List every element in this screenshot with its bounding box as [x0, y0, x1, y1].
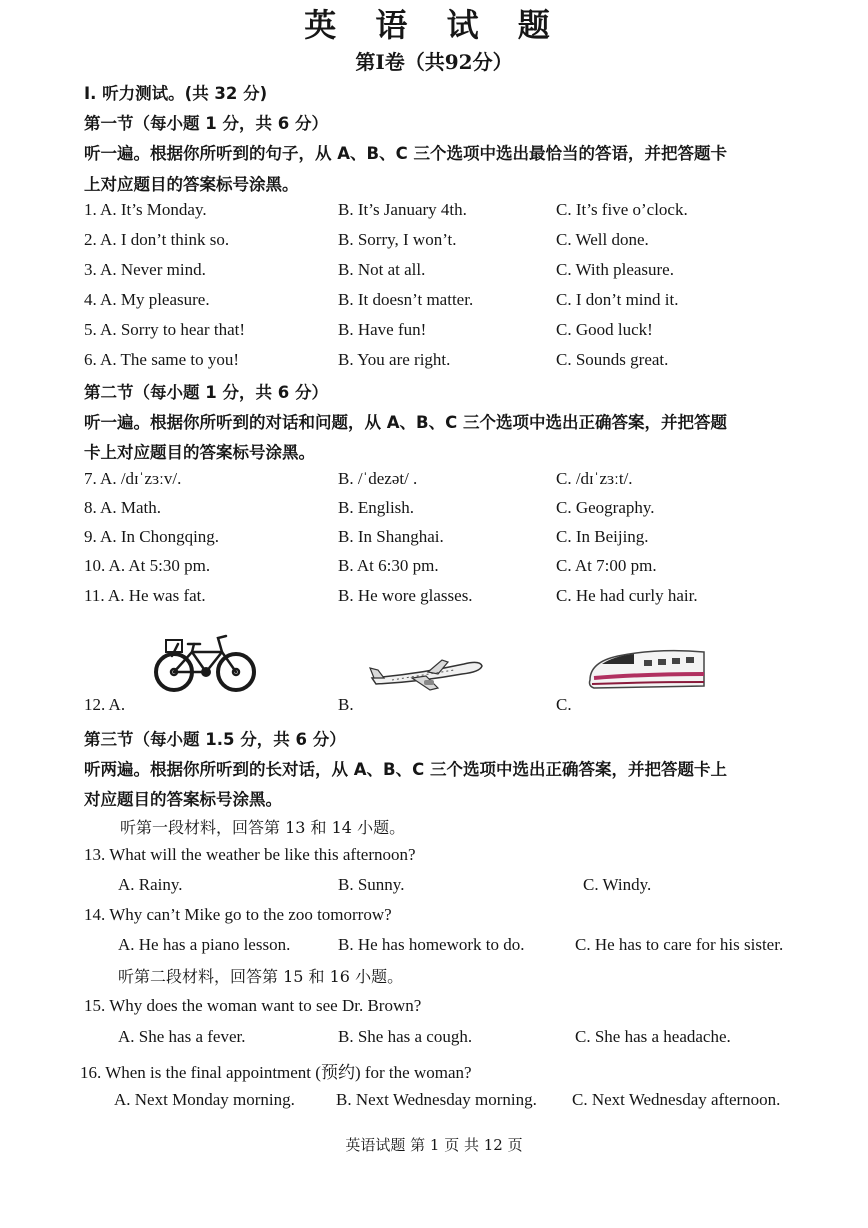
- q7-option-b: B. /ˈdezət/ .: [338, 469, 418, 488]
- q3-option-b: B. Not at all.: [338, 260, 426, 279]
- section1-instruction-line1: 听一遍。根据你所听到的句子，从 A、B、C 三个选项中选出最恰当的答语，并把答题卡: [84, 144, 727, 163]
- section1-heading: 第一节（每小题 1 分，共 6 分）: [84, 114, 328, 133]
- section2-heading: 第二节（每小题 1 分，共 6 分）: [84, 383, 328, 402]
- q10-option-a: 10. A. At 5:30 pm.: [84, 556, 211, 575]
- q2-option-a: 2. A. I don’t think so.: [84, 230, 230, 249]
- q1-option-b: B. It’s January 4th.: [338, 200, 467, 219]
- q9-option-a: 9. A. In Chongqing.: [84, 527, 220, 546]
- q5-option-c: C. Good luck!: [556, 320, 653, 339]
- q11-option-c: C. He had curly hair.: [556, 586, 698, 605]
- q3-option-c: C. With pleasure.: [556, 260, 674, 279]
- q10-option-c: C. At 7:00 pm.: [556, 556, 657, 575]
- q15-option-c: C. She has a headache.: [575, 1027, 731, 1046]
- q12-option-a: 12. A.: [84, 695, 126, 714]
- q13-question: 13. What will the weather be like this afternoon?: [84, 845, 416, 864]
- q5-option-a: 5. A. Sorry to hear that!: [84, 320, 245, 339]
- q8-option-b: B. English.: [338, 498, 415, 517]
- q13-option-b: B. Sunny.: [338, 875, 405, 894]
- q16-question: 16. When is the final appointment (预约) for the woman?: [80, 1063, 472, 1082]
- q16-option-c: C. Next Wednesday afternoon.: [572, 1090, 781, 1109]
- q1-option-a: 1. A. It’s Monday.: [84, 200, 207, 219]
- q9-option-b: B. In Shanghai.: [338, 527, 444, 546]
- q3-option-a: 3. A. Never mind.: [84, 260, 206, 279]
- q5-option-b: B. Have fun!: [338, 320, 427, 339]
- bicycle-image: [152, 630, 258, 694]
- q4-option-a: 4. A. My pleasure.: [84, 290, 210, 309]
- exam-title: 英 语 试 题: [304, 6, 564, 44]
- q15-option-b: B. She has a cough.: [338, 1027, 473, 1046]
- q13-option-a: A. Rainy.: [118, 875, 183, 894]
- part1-heading: Ⅰ. 听力测试。(共 32 分): [84, 84, 268, 103]
- q11-option-b: B. He wore glasses.: [338, 586, 473, 605]
- q4-option-b: B. It doesn’t matter.: [338, 290, 474, 309]
- q2-option-c: C. Well done.: [556, 230, 649, 249]
- q4-option-c: C. I don’t mind it.: [556, 290, 679, 309]
- material2-note: 听第二段材料，回答第 15 和 16 小题。: [118, 967, 404, 986]
- q6-option-b: B. You are right.: [338, 350, 451, 369]
- section3-instruction-line1: 听两遍。根据你所听到的长对话，从 A、B、C 三个选项中选出正确答案，并把答题卡上: [84, 760, 727, 779]
- q14-option-c: C. He has to care for his sister.: [575, 935, 784, 954]
- section1-instruction-line2: 上对应题目的答案标号涂黑。: [84, 175, 299, 194]
- material1-note: 听第一段材料，回答第 13 和 14 小题。: [120, 818, 406, 837]
- page-footer: 英语试题 第 1 页 共 12 页: [345, 1136, 523, 1154]
- q2-option-b: B. Sorry, I won’t.: [338, 230, 457, 249]
- section2-instruction-line2: 卡上对应题目的答案标号涂黑。: [84, 443, 315, 462]
- q12-option-c: C.: [556, 695, 572, 714]
- q6-option-a: 6. A. The same to you!: [84, 350, 240, 369]
- q6-option-c: C. Sounds great.: [556, 350, 669, 369]
- volume-heading: 第Ⅰ卷（共92分）: [355, 50, 513, 74]
- q1-option-c: C. It’s five o’clock.: [556, 200, 688, 219]
- q7-option-a: 7. A. /dɪˈzɜːv/.: [84, 469, 182, 488]
- q11-option-a: 11. A. He was fat.: [84, 586, 206, 605]
- section3-heading: 第三节（每小题 1.5 分，共 6 分）: [84, 730, 346, 749]
- section2-instruction-line1: 听一遍。根据你所听到的对话和问题，从 A、B、C 三个选项中选出正确答案，并把答题: [84, 413, 727, 432]
- q12-option-b: B.: [338, 695, 354, 714]
- q9-option-c: C. In Beijing.: [556, 527, 649, 546]
- q8-option-a: 8. A. Math.: [84, 498, 161, 517]
- q15-question: 15. Why does the woman want to see Dr. Brown?: [84, 996, 422, 1015]
- train-image: [584, 640, 708, 694]
- q13-option-c: C. Windy.: [583, 875, 652, 894]
- q14-question: 14. Why can’t Mike go to the zoo tomorrow?: [84, 905, 392, 924]
- q14-option-a: A. He has a piano lesson.: [118, 935, 291, 954]
- q16-option-a: A. Next Monday morning.: [114, 1090, 295, 1109]
- q7-option-c: C. /dɪˈzɜːt/.: [556, 469, 633, 488]
- q14-option-b: B. He has homework to do.: [338, 935, 525, 954]
- q10-option-b: B. At 6:30 pm.: [338, 556, 439, 575]
- q16-option-b: B. Next Wednesday morning.: [336, 1090, 537, 1109]
- section3-instruction-line2: 对应题目的答案标号涂黑。: [84, 790, 282, 809]
- q15-option-a: A. She has a fever.: [118, 1027, 246, 1046]
- airplane-image: [368, 648, 486, 692]
- q8-option-c: C. Geography.: [556, 498, 655, 517]
